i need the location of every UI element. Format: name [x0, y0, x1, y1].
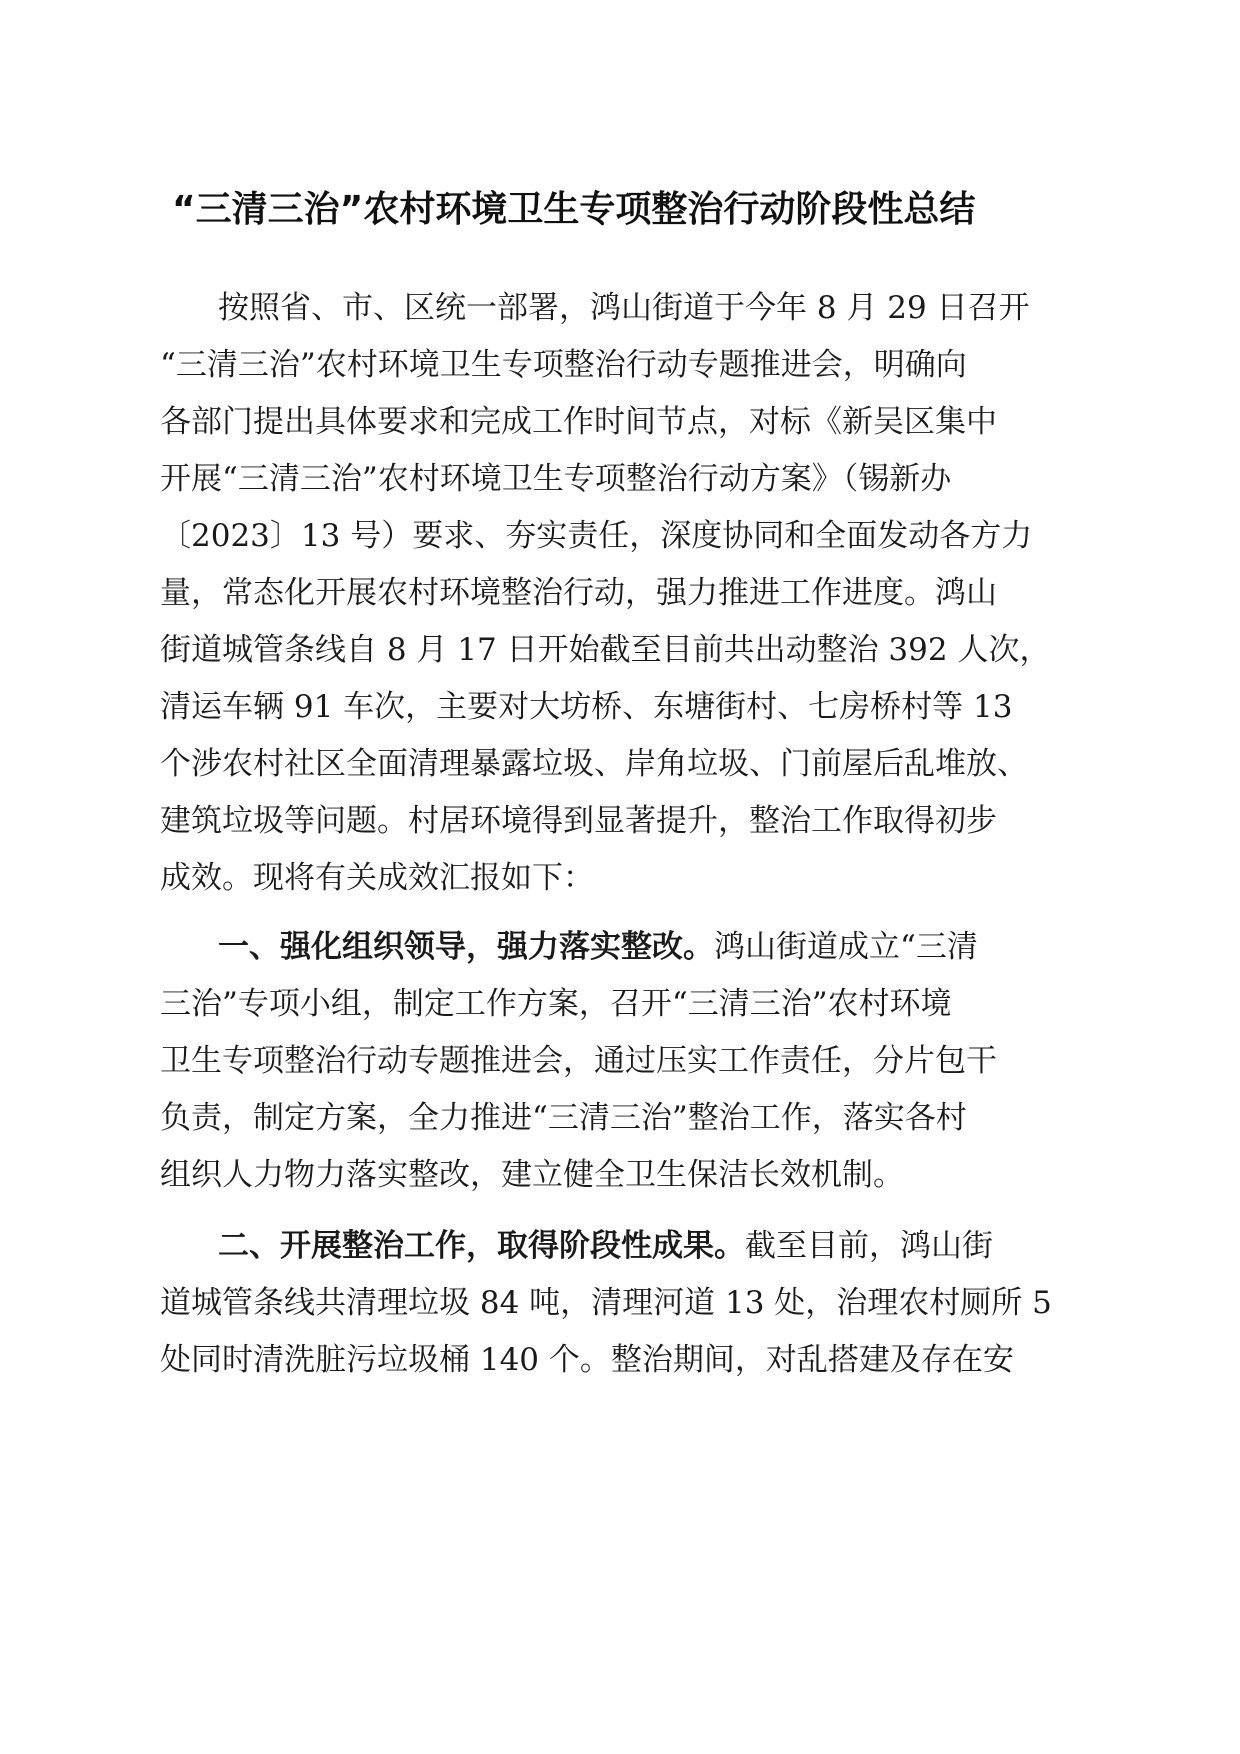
section-2-line-2: 道城管条线共清理垃圾 84 吨，清理河道 13 处，治理农村厕所 5 — [160, 1285, 1052, 1321]
section-1-line-2: 三治”专项小组，制定工作方案，召开“三清三治”农村环境 — [160, 986, 952, 1022]
section-1-line-3: 卫生专项整治行动专题推进会，通过压实工作责任，分片包干 — [160, 1043, 997, 1079]
paragraph-1-line-11: 成效。现将有关成效汇报如下： — [160, 860, 594, 896]
section-2-text: 截至目前，鸿山街 — [745, 1228, 993, 1264]
section-1-line-4: 负责，制定方案，全力推进“三清三治”整治工作，落实各村 — [160, 1100, 967, 1136]
paragraph-1-line-1: 按照省、市、区统一部署，鸿山街道于今年 8 月 29 日召开 — [218, 290, 1030, 326]
paragraph-1-line-10: 建筑垃圾等问题。村居环境得到显著提升，整治工作取得初步 — [160, 803, 997, 839]
paragraph-1-line-3: 各部门提出具体要求和完成工作时间节点，对标《新吴区集中 — [160, 404, 997, 440]
document-title: “三清三治”农村环境卫生专项整治行动阶段性总结 — [172, 189, 976, 230]
section-2-heading: 二、开展整治工作，取得阶段性成果。 — [218, 1228, 745, 1264]
section-1-line-1 — [218, 927, 978, 967]
section-1-line-5: 组织人力物力落实整改，建立健全卫生保洁长效机制。 — [160, 1157, 904, 1193]
paragraph-1-line-9: 个涉农村社区全面清理暴露垃圾、岸角垃圾、门前屋后乱堆放、 — [160, 746, 1028, 782]
paragraph-1-line-5: 〔2023〕13 号）要求、夯实责任，深度协同和全面发动各方力 — [160, 518, 1033, 554]
section-1-heading: 一、强化组织领导，强力落实整改。 — [218, 929, 714, 965]
paragraph-1-line-7: 街道城管条线自 8 月 17 日开始截至目前共出动整治 392 人次， — [160, 632, 1051, 668]
section-2-line-1 — [218, 1226, 993, 1266]
section-2-line-3: 处同时清洗脏污垃圾桶 140 个。整治期间，对乱搭建及存在安 — [160, 1342, 1014, 1378]
paragraph-1-line-6: 量，常态化开展农村环境整治行动，强力推进工作进度。鸿山 — [160, 575, 997, 611]
section-1-text: 鸿山街道成立“三清 — [714, 929, 978, 965]
paragraph-1-line-4: 开展“三清三治”农村环境卫生专项整治行动方案》（锡新办 — [160, 461, 952, 497]
paragraph-1-line-8: 清运车辆 91 车次，主要对大坊桥、东塘街村、七房桥村等 13 — [160, 689, 1013, 725]
paragraph-1-line-2: “三清三治”农村环境卫生专项整治行动专题推进会，明确向 — [160, 347, 967, 383]
